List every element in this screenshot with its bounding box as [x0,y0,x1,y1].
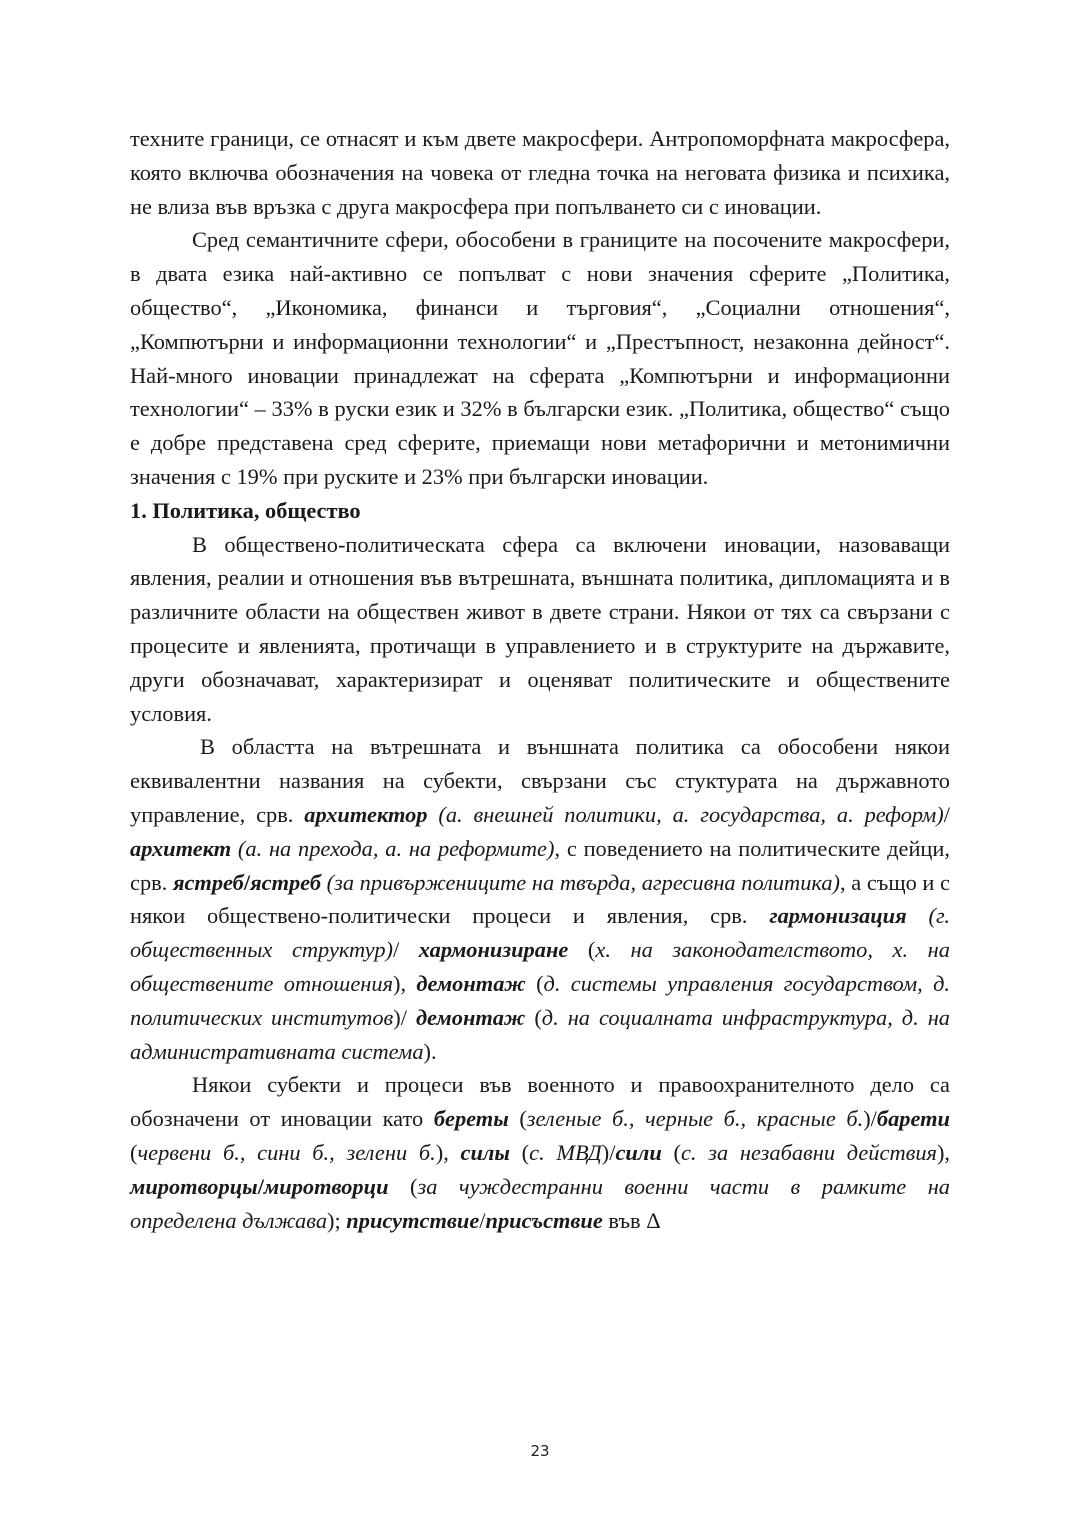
text-run: , а също и с някои обществено-политически процеси и явления, срв. [130,869,950,929]
example-bg: с. за незабавни действия [680,1139,937,1165]
text-run: ( [508,1106,527,1132]
separator: )/ [863,1106,877,1132]
text-run: ), [936,1139,950,1165]
text-run: ( [661,1139,681,1165]
example-bg: за чуждестранни военни части в рамките на определена дължава [130,1173,951,1233]
example-bg: д. на социалната инфраструктура, д. на административната система [130,1004,950,1064]
paragraph-domestic-foreign-policy [130,730,950,1068]
term-ru: демонтаж [416,970,526,996]
example-ru: д. системы управления государством, д. политических институтов [130,970,950,1030]
term-bg: барети [876,1106,950,1132]
paragraph-continuation: техните граници, се отнасят и към двете макросфери. Антропоморфната макросфера, която включва обозначения на човека от гледна точка на неговата физика и психика, не влиза във връзка с друга макросфера при попълването си с иновации. [130,126,950,219]
term-ru: миротворцы [130,1173,258,1199]
paragraph-semantic-spheres: Сред семантичните сфери, обособени в границите на посочените макросфери, в двата езика най-активно се попълват с нови значения сферите „Политика, общество“, „Икономика, финанси и търговия“, „Социални отношения“, „Компютърни и информационни технологии“ и „Престъпност, незаконна дейност“. Най-много иновации принадлежат на сферата „Компютърни и информационни технологии“ – 33% в руски език и 32% в български език. „Политика, общество“ също е добре представена сред сферите, приемащи нови метафорични и метонимични значения с 19% при руските и 23% при български иновации. [130,227,950,489]
term-bg: ястреб [250,869,321,895]
example-ru: зеленые б., черные б., красные б. [526,1106,864,1132]
text-run: ( [525,970,544,996]
text-run: )/ [393,1004,416,1030]
text-run: ); [327,1207,347,1233]
term-bg: архитект [130,835,232,861]
section-heading: 1. Политика, общество [130,497,361,523]
text-run: В областта на вътрешната и външната политика са обособени някои еквивалентни названия на субекти, свързани със стуктурата на държавното управление, срв. [130,734,950,827]
term-bg: миротворци [263,1173,389,1199]
paragraph-social-political: В обществено-политическата сфера са включени иновации, назоваващи явления, реалии и отношения във вътрешната, външната политика, дипломацията и в различните области на обществен живот в двете страни. Някои от тях са свързани с процесите и явленията, протичащи в управлението и в структурите на държавите, други обозначават, характеризират и оценяват политическите и обществените условия. [130,531,950,726]
text-run: във Δ [602,1207,661,1233]
example-ru: с. МВД [529,1139,602,1165]
text-run: ( [568,937,596,963]
document-body [130,122,950,1237]
term-ru: ястреб [172,869,244,895]
term-ru: гармонизация [769,903,907,929]
term-ru: береты [433,1106,509,1132]
text-run: ). [423,1038,437,1064]
term-ru: архитектор [304,801,428,827]
example-bg: (а. на прехода, а. на реформите) [231,835,555,861]
example-ru: (а. внешней политики, а. государства, а. реформ) [427,801,944,827]
text-run: ), [435,1139,461,1165]
text-run: ( [388,1173,418,1199]
separator: / [257,1173,264,1199]
text-run: ), [392,970,417,996]
term-bg: сили [615,1139,662,1165]
example-bg: (за привържениците на твърда, агресивна политика) [321,869,840,895]
example-bg: червени б., сини б., зелени б. [137,1139,436,1165]
term-ru: силы [460,1139,510,1165]
separator: / [392,937,419,963]
text-run: , с поведението на политическите дейци, срв. [130,835,950,895]
term-bg: хармонизиране [418,937,569,963]
separator: / [943,801,950,827]
separator: )/ [601,1139,616,1165]
separator: / [479,1207,486,1233]
text-run: Някои субекти и процеси във военното и правоохранителното дело са обозначени от иновации като [130,1072,950,1132]
page-number: 23 [530,1442,550,1460]
text-run: ( [130,1139,138,1165]
term-ru: присутствие [346,1207,480,1233]
paragraph-military-law [130,1068,950,1237]
separator: / [243,869,251,895]
term-bg: присъствие [485,1207,603,1233]
term-bg: демонтаж [415,1004,526,1030]
text-run: ( [509,1139,530,1165]
example-ru: (г. общественных структур) [130,903,950,963]
example-bg: х. на законодателството, х. на обществените отношения [130,937,950,996]
text-run: ( [525,1004,542,1030]
